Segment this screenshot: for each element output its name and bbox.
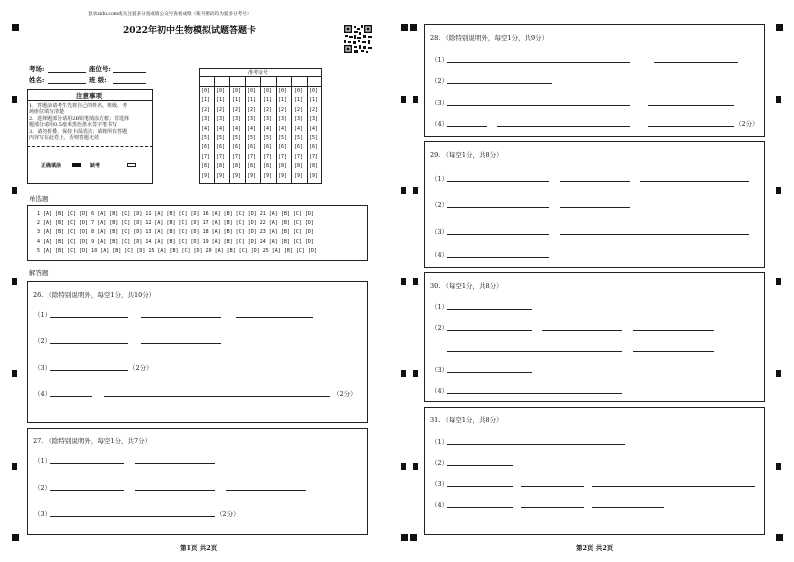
id-digit-bubble[interactable]: [3] bbox=[201, 116, 211, 123]
q30-answer-line[interactable] bbox=[542, 330, 622, 331]
q29-answer-line[interactable] bbox=[447, 181, 549, 182]
q27-answer-line[interactable] bbox=[50, 516, 215, 517]
class-label: 班 级: bbox=[89, 76, 107, 84]
id-digit-bubble[interactable]: [9] bbox=[278, 172, 288, 179]
notes-line: 内容写在此卷上，否则答题无效 bbox=[29, 135, 100, 141]
id-grid-col-line bbox=[307, 76, 308, 184]
q27-label: （1） bbox=[34, 457, 52, 465]
page-footer-left: 第1页 共2页 bbox=[180, 544, 218, 552]
id-digit-bubble[interactable]: [1] bbox=[201, 97, 211, 104]
q26-answer-line[interactable] bbox=[141, 343, 221, 344]
id-digit-bubble[interactable]: [2] bbox=[294, 106, 304, 113]
timing-mark bbox=[776, 187, 781, 194]
q26-answer-line[interactable] bbox=[50, 396, 92, 397]
corner-mark bbox=[401, 534, 408, 541]
id-digit-bubble[interactable]: [3] bbox=[247, 116, 257, 123]
q26-box bbox=[27, 281, 368, 423]
absent-checkbox[interactable] bbox=[127, 163, 136, 167]
q28-answer-line[interactable] bbox=[447, 105, 630, 106]
q28-label: （3） bbox=[431, 99, 449, 107]
id-digit-bubble[interactable]: [7] bbox=[309, 153, 319, 160]
id-digit-bubble[interactable]: [2] bbox=[216, 106, 226, 113]
timing-mark bbox=[12, 96, 17, 103]
q26-answer-line[interactable] bbox=[141, 317, 221, 318]
q26-answer-line[interactable] bbox=[236, 317, 313, 318]
q30-label: （4） bbox=[431, 387, 449, 395]
id-digit-bubble[interactable]: [0] bbox=[232, 88, 242, 94]
mc-title: 单选题 bbox=[29, 195, 49, 203]
id-digit-bubble[interactable]: [6] bbox=[263, 144, 273, 151]
q29-label: （2） bbox=[431, 201, 449, 209]
id-digit-bubble[interactable]: [1] bbox=[263, 97, 273, 104]
id-digit-bubble[interactable]: [8] bbox=[278, 163, 288, 170]
id-digit-bubble[interactable]: [3] bbox=[216, 116, 226, 123]
id-digit-bubble[interactable]: [0] bbox=[247, 88, 257, 94]
q27-label: （2） bbox=[34, 484, 52, 492]
timing-mark bbox=[776, 278, 781, 285]
id-digit-bubble[interactable]: [2] bbox=[247, 106, 257, 113]
q26-answer-line[interactable] bbox=[104, 396, 330, 397]
timing-mark bbox=[401, 370, 406, 377]
id-digit-bubble[interactable]: [5] bbox=[263, 135, 273, 141]
id-digit-bubble[interactable]: [6] bbox=[216, 144, 226, 151]
q31-box bbox=[424, 407, 765, 535]
corner-mark bbox=[776, 534, 783, 541]
id-digit-bubble[interactable]: [7] bbox=[201, 153, 211, 160]
q28-answer-line[interactable] bbox=[447, 83, 552, 84]
id-digit-bubble[interactable]: [2] bbox=[278, 106, 288, 113]
timing-mark bbox=[401, 463, 406, 470]
q27-answer-line[interactable] bbox=[135, 463, 215, 464]
q30-answer-line[interactable] bbox=[633, 351, 714, 352]
id-digit-bubble[interactable]: [9] bbox=[201, 172, 211, 179]
id-digit-bubble[interactable]: [5] bbox=[294, 135, 304, 141]
page-footer-right: 第2页 共2页 bbox=[576, 544, 614, 552]
q28-label: （2） bbox=[431, 77, 449, 85]
timing-mark bbox=[401, 278, 406, 285]
q30-answer-line[interactable] bbox=[447, 351, 622, 352]
id-digit-bubble[interactable]: [4] bbox=[263, 125, 273, 132]
absent-label: 缺考 bbox=[90, 163, 101, 169]
id-digit-bubble[interactable]: [2] bbox=[263, 106, 273, 113]
id-digit-bubble[interactable]: [5] bbox=[232, 135, 242, 141]
id-digit-bubble[interactable]: [7] bbox=[263, 153, 273, 160]
id-digit-bubble[interactable]: [7] bbox=[294, 153, 304, 160]
id-digit-bubble[interactable]: [6] bbox=[309, 144, 319, 151]
seat-label: 座位号: bbox=[89, 65, 111, 73]
mc-row[interactable]: 5 [A] [B] [C] [D] 10 [A] [B] [C] [D] 15 [A] [B] [C] [D] 20 [A] [B] [C] [D] 25 [A] [B] [C] [D] bbox=[37, 248, 317, 254]
timing-mark bbox=[413, 278, 418, 285]
q26-label: （4） bbox=[34, 390, 52, 398]
id-grid-title: 准考证号 bbox=[248, 70, 269, 76]
notes-line: 3．请勿折叠，保持卡面清洁；请将所有答题 bbox=[29, 129, 128, 135]
q26-answer-line[interactable] bbox=[50, 370, 128, 371]
id-digit-bubble[interactable]: [7] bbox=[232, 153, 242, 160]
id-digit-bubble[interactable]: [4] bbox=[278, 125, 288, 132]
q31-answer-line[interactable] bbox=[447, 486, 513, 487]
q31-answer-line[interactable] bbox=[592, 486, 755, 487]
q31-label: （2） bbox=[431, 459, 449, 467]
id-grid-col-line bbox=[229, 76, 230, 184]
q30-label: （3） bbox=[431, 366, 449, 374]
q28-answer-line[interactable] bbox=[648, 126, 734, 127]
q31-answer-line[interactable] bbox=[447, 465, 513, 466]
notes-line: 2．选择题部分请用2B铅笔填涂方框；非选择 bbox=[29, 116, 130, 122]
q29-box bbox=[424, 141, 765, 268]
id-digit-bubble[interactable]: [4] bbox=[294, 125, 304, 132]
q28-label: （1） bbox=[431, 56, 449, 64]
q29-heading: 29. （每空1分，共8分） bbox=[430, 151, 503, 159]
corner-mark bbox=[776, 24, 783, 31]
q30-answer-line[interactable] bbox=[633, 330, 714, 331]
q28-answer-line[interactable] bbox=[447, 62, 630, 63]
id-digit-bubble[interactable]: [4] bbox=[247, 125, 257, 132]
timing-mark bbox=[12, 278, 17, 285]
timing-mark bbox=[401, 187, 406, 194]
id-digit-bubble[interactable]: [5] bbox=[309, 135, 319, 141]
q30-answer-line[interactable] bbox=[447, 393, 622, 394]
q31-answer-line[interactable] bbox=[447, 444, 625, 445]
q29-label: （4） bbox=[431, 251, 449, 259]
exam-room-label: 考场: bbox=[29, 65, 45, 73]
q28-answer-line[interactable] bbox=[654, 62, 738, 63]
id-digit-bubble[interactable]: [8] bbox=[216, 163, 226, 170]
id-digit-bubble[interactable]: [3] bbox=[263, 116, 273, 123]
correct-fill-label: 正确填涂 bbox=[41, 163, 62, 169]
id-digit-bubble[interactable]: [0] bbox=[294, 88, 304, 94]
exam-room-field[interactable] bbox=[48, 72, 86, 73]
q26-label: （2） bbox=[34, 337, 52, 345]
id-grid-col-line bbox=[260, 76, 261, 184]
notes-line: 1．答题前请考生先将自己的姓名、班级、考 bbox=[29, 103, 128, 109]
q29-label: （3） bbox=[431, 228, 449, 236]
corner-mark bbox=[410, 534, 417, 541]
notes-divider bbox=[27, 100, 153, 101]
q29-answer-line[interactable] bbox=[560, 234, 749, 235]
id-digit-bubble[interactable]: [8] bbox=[232, 163, 242, 170]
q29-answer-line[interactable] bbox=[447, 207, 549, 208]
q27-answer-line[interactable] bbox=[50, 490, 124, 491]
mc-row[interactable]: 2 [A] [B] [C] [D] 7 [A] [B] [C] [D] 12 [A] [B] [C] [D] 17 [A] [B] [C] [D] 22 [A] [B] [C] [D] bbox=[37, 220, 314, 226]
answer-title: 解答题 bbox=[29, 269, 49, 277]
q29-answer-line[interactable] bbox=[560, 207, 630, 208]
q31-answer-line[interactable] bbox=[447, 507, 513, 508]
q31-heading: 31. （每空1分，共8分） bbox=[430, 416, 503, 424]
name-label: 姓名: bbox=[29, 76, 45, 84]
id-digit-bubble[interactable]: [0] bbox=[278, 88, 288, 94]
id-digit-bubble[interactable]: [9] bbox=[309, 172, 319, 179]
id-digit-bubble[interactable]: [7] bbox=[247, 153, 257, 160]
id-digit-bubble[interactable]: [6] bbox=[278, 144, 288, 151]
id-digit-bubble[interactable]: [7] bbox=[216, 153, 226, 160]
q29-answer-line[interactable] bbox=[447, 257, 549, 258]
id-grid-col-line bbox=[291, 76, 292, 184]
id-digit-bubble[interactable]: [3] bbox=[294, 116, 304, 123]
id-digit-bubble[interactable]: [9] bbox=[294, 172, 304, 179]
timing-mark bbox=[776, 370, 781, 377]
id-digit-bubble[interactable]: [2] bbox=[309, 106, 319, 113]
qr-code bbox=[343, 24, 373, 54]
id-digit-bubble[interactable]: [5] bbox=[216, 135, 226, 141]
notes-line: 场座位填写清楚 bbox=[29, 109, 65, 115]
q31-label: （4） bbox=[431, 501, 449, 509]
filled-bubble-sample bbox=[72, 163, 81, 167]
q26-score: （2分） bbox=[333, 390, 357, 398]
header-notice: 登录zidu.com或关注爱多分查成绩公众号查看成绩（账号密码均为爱多分考号） bbox=[88, 12, 252, 17]
q27-label: （3） bbox=[34, 510, 52, 518]
id-digit-bubble[interactable]: [1] bbox=[278, 97, 288, 104]
id-digit-bubble[interactable]: [8] bbox=[309, 163, 319, 170]
id-digit-bubble[interactable]: [9] bbox=[232, 172, 242, 179]
q29-answer-line[interactable] bbox=[640, 181, 749, 182]
id-digit-bubble[interactable]: [3] bbox=[309, 116, 319, 123]
q27-score: （2分） bbox=[216, 510, 240, 518]
id-grid-col-line bbox=[214, 76, 215, 184]
id-digit-bubble[interactable]: [9] bbox=[216, 172, 226, 179]
notes-title: 注意事项 bbox=[76, 92, 102, 100]
timing-mark bbox=[401, 96, 406, 103]
id-digit-bubble[interactable]: [8] bbox=[247, 163, 257, 170]
q28-answer-line[interactable] bbox=[497, 126, 630, 127]
timing-mark bbox=[413, 96, 418, 103]
id-digit-bubble[interactable]: [1] bbox=[232, 97, 242, 104]
q30-heading: 30. （每空1分，共8分） bbox=[430, 282, 503, 290]
timing-mark bbox=[776, 463, 781, 470]
q28-heading: 28. （除特别说明外，每空1分，共9分） bbox=[430, 34, 549, 42]
id-digit-bubble[interactable]: [9] bbox=[263, 172, 273, 179]
q30-label: （1） bbox=[431, 303, 449, 311]
class-field[interactable] bbox=[113, 83, 146, 84]
timing-mark bbox=[413, 463, 418, 470]
corner-mark bbox=[410, 24, 417, 31]
notes-line: 题部分请用0.5毫米黑色墨水签字笔书写 bbox=[29, 122, 117, 128]
timing-mark bbox=[776, 96, 781, 103]
id-digit-bubble[interactable]: [3] bbox=[278, 116, 288, 123]
id-digit-bubble[interactable]: [4] bbox=[201, 125, 211, 132]
id-digit-bubble[interactable]: [4] bbox=[216, 125, 226, 132]
id-digit-bubble[interactable]: [1] bbox=[309, 97, 319, 104]
mc-row[interactable]: 4 [A] [B] [C] [D] 9 [A] [B] [C] [D] 14 [A] [B] [C] [D] 19 [A] [B] [C] [D] 24 [A] [B] [C] [D] bbox=[37, 239, 314, 245]
id-digit-bubble[interactable]: [9] bbox=[247, 172, 257, 179]
id-digit-bubble[interactable]: [1] bbox=[247, 97, 257, 104]
q31-label: （3） bbox=[431, 480, 449, 488]
id-digit-bubble[interactable]: [7] bbox=[278, 153, 288, 160]
id-digit-bubble[interactable]: [4] bbox=[309, 125, 319, 132]
id-digit-bubble[interactable]: [3] bbox=[232, 116, 242, 123]
q30-answer-line[interactable] bbox=[447, 330, 532, 331]
timing-mark bbox=[413, 187, 418, 194]
id-digit-bubble[interactable]: [1] bbox=[294, 97, 304, 104]
seat-field[interactable] bbox=[113, 72, 146, 73]
id-digit-bubble[interactable]: [8] bbox=[201, 163, 211, 170]
id-digit-bubble[interactable]: [0] bbox=[201, 88, 211, 94]
name-field[interactable] bbox=[48, 83, 86, 84]
id-digit-bubble[interactable]: [8] bbox=[294, 163, 304, 170]
corner-mark bbox=[12, 534, 19, 541]
id-digit-bubble[interactable]: [0] bbox=[309, 88, 319, 94]
q28-answer-line[interactable] bbox=[648, 105, 734, 106]
q30-box bbox=[424, 272, 765, 402]
q31-label: （1） bbox=[431, 438, 449, 446]
id-digit-bubble[interactable]: [0] bbox=[263, 88, 273, 94]
id-digit-bubble[interactable]: [6] bbox=[232, 144, 242, 151]
q28-score: （2分） bbox=[735, 120, 759, 128]
id-digit-bubble[interactable]: [6] bbox=[294, 144, 304, 151]
id-digit-bubble[interactable]: [0] bbox=[216, 88, 226, 94]
id-digit-bubble[interactable]: [2] bbox=[232, 106, 242, 113]
notes-divider bbox=[27, 146, 153, 147]
id-digit-bubble[interactable]: [2] bbox=[201, 106, 211, 113]
timing-mark bbox=[12, 463, 17, 470]
timing-mark bbox=[413, 370, 418, 377]
id-digit-bubble[interactable]: [6] bbox=[201, 144, 211, 151]
q26-label: （3） bbox=[34, 364, 52, 372]
q26-answer-line[interactable] bbox=[50, 343, 128, 344]
q31-answer-line[interactable] bbox=[521, 507, 584, 508]
q27-answer-line[interactable] bbox=[50, 463, 124, 464]
id-digit-bubble[interactable]: [6] bbox=[247, 144, 257, 151]
id-grid-col-line bbox=[245, 76, 246, 184]
q30-answer-line[interactable] bbox=[447, 309, 532, 310]
q26-answer-line[interactable] bbox=[50, 317, 128, 318]
id-grid-col-line bbox=[276, 76, 277, 184]
corner-mark bbox=[12, 24, 19, 31]
q26-heading: 26. （除特别说明外，每空1分，共10分） bbox=[33, 291, 156, 299]
q28-label: （4） bbox=[431, 120, 449, 128]
q30-label: （2） bbox=[431, 324, 449, 332]
q27-answer-line[interactable] bbox=[135, 490, 215, 491]
q27-heading: 27. （除特别说明外，每空1分，共7分） bbox=[33, 437, 152, 445]
q29-answer-line[interactable] bbox=[447, 234, 549, 235]
id-digit-bubble[interactable]: [8] bbox=[263, 163, 273, 170]
id-digit-bubble[interactable]: [4] bbox=[232, 125, 242, 132]
id-digit-bubble[interactable]: [1] bbox=[216, 97, 226, 104]
timing-mark bbox=[12, 187, 17, 194]
page-title: 2022年初中生物模拟试题答题卡 bbox=[123, 26, 257, 36]
mc-row[interactable]: 1 [A] [B] [C] [D] 6 [A] [B] [C] [D] 11 [A] [B] [C] [D] 16 [A] [B] [C] [D] 21 [A] [B] [C] [D] bbox=[37, 211, 314, 217]
q29-label: （1） bbox=[431, 175, 449, 183]
q26-label: （1） bbox=[34, 311, 52, 319]
q29-answer-line[interactable] bbox=[560, 181, 630, 182]
q30-answer-line[interactable] bbox=[447, 372, 532, 373]
q27-answer-line[interactable] bbox=[226, 490, 306, 491]
corner-mark bbox=[401, 24, 408, 31]
q28-answer-line[interactable] bbox=[447, 126, 487, 127]
id-digit-bubble[interactable]: [5] bbox=[278, 135, 288, 141]
id-digit-bubble[interactable]: [5] bbox=[247, 135, 257, 141]
timing-mark bbox=[12, 370, 17, 377]
q31-answer-line[interactable] bbox=[521, 486, 584, 487]
q26-score: （2分） bbox=[129, 364, 153, 372]
mc-row[interactable]: 3 [A] [B] [C] [D] 8 [A] [B] [C] [D] 13 [A] [B] [C] [D] 18 [A] [B] [C] [D] 23 [A] [B] [C] [D] bbox=[37, 229, 314, 235]
id-digit-bubble[interactable]: [5] bbox=[201, 135, 211, 141]
q31-answer-line[interactable] bbox=[592, 507, 664, 508]
